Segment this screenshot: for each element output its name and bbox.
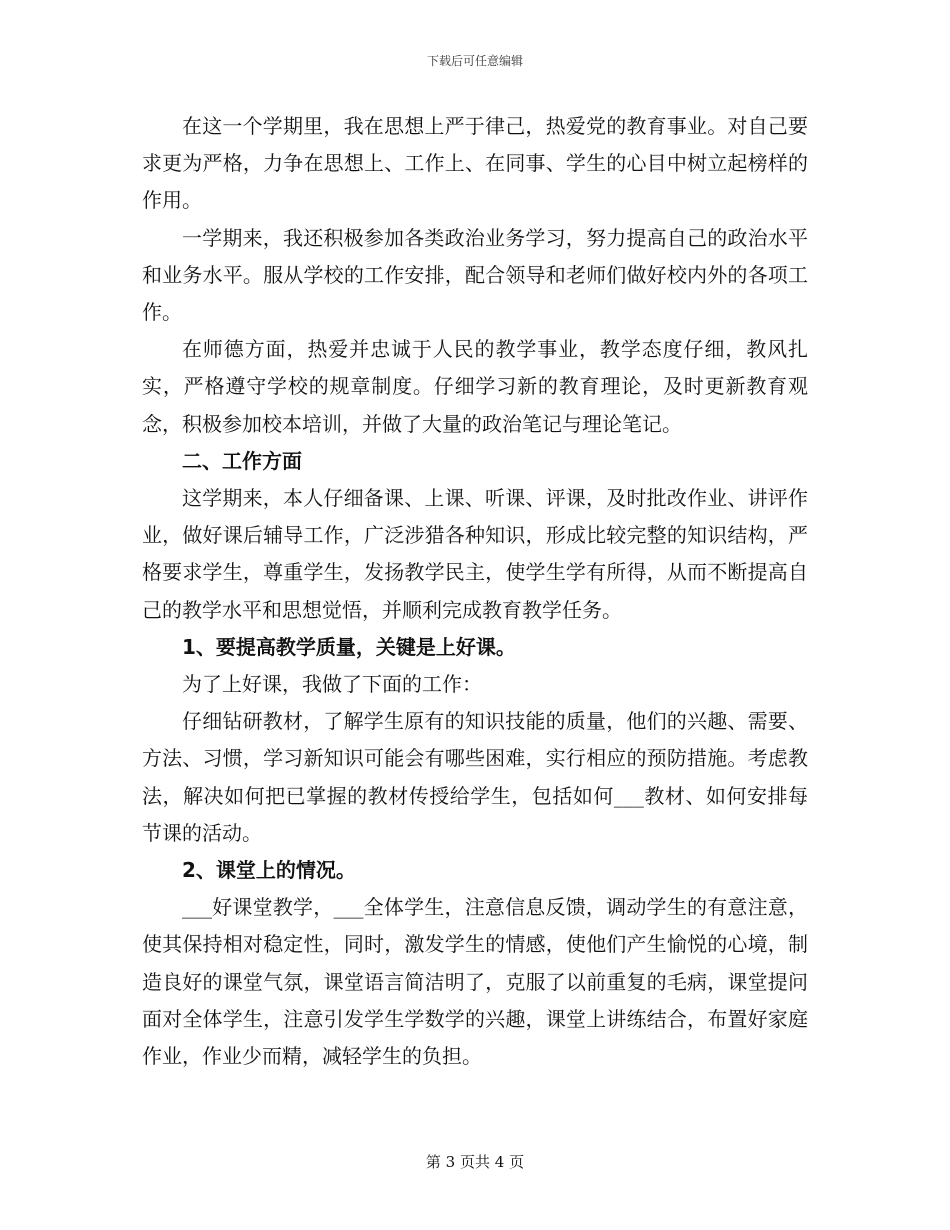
- document-body: [142, 108, 808, 1075]
- paragraph-political-study: 一学期来，我还积极参加各类政治业务学习，努力提高自己的政治水平和业务水平。服从学校的工作安排，配合领导和老师们做好校内外的各项工作。: [142, 225, 808, 325]
- section-heading-work: 二、工作方面: [182, 448, 302, 473]
- paragraph-teacher-ethics: 在师德方面，热爱并忠诚于人民的教学事业，教学态度仔细，教风扎实，严格遵守学校的规章制度。仔细学习新的教育理论，及时更新教育观念，积极参加校本培训，并做了大量的政治笔记与理论笔记。: [142, 337, 808, 436]
- paragraph-classroom-situation: ___好课堂教学，___全体学生，注意信息反馈，调动学生的有意注意，使其保持相对稳定性，同时，激发学生的情感，使他们产生愉悦的心境，制造良好的课堂气氛，课堂语言简洁明了，克服了以前重复的毛病，课堂提问面对全体学生，注意引发学生学数学的兴趣，课堂上讲练结合，布置好家庭作业，作业少而精，减轻学生的负担。: [142, 895, 808, 1069]
- paragraph-work-summary: 这学期来，本人仔细备课、上课、听课、评课，及时批改作业、讲评作业，做好课后辅导工作，广泛涉猎各种知识，形成比较完整的知识结构，严格要求学生，尊重学生，发扬教学民主，使学生学有所得，从而不断提高自己的教学水平和思想觉悟，并顺利完成教育教学任务。: [142, 486, 808, 622]
- paragraph-preparation-intro: 为了上好课，我做了下面的工作：: [182, 672, 482, 697]
- subheading-teaching-quality: 1、要提高教学质量，关键是上好课。: [182, 634, 516, 659]
- page-header: 下载后可任意编辑: [426, 54, 523, 68]
- subheading-classroom: 2、课堂上的情况。: [182, 858, 356, 883]
- paragraph-study-materials: 仔细钻研教材，了解学生原有的知识技能的质量，他们的兴趣、需要、方法、习惯，学习新知识可能会有哪些困难，实行相应的预防措施。考虑教法，解决如何把已掌握的教材传授给学生，包括如何___教材、如何安排每节课的活动。: [142, 709, 808, 845]
- paragraph-ideology: 在这一个学期里，我在思想上严于律己，热爱党的教育事业。对自己要求更为严格，力争在思想上、工作上、在同事、学生的心目中树立起榜样的作用。: [142, 114, 808, 213]
- page-footer: 第 3 页共 4 页: [425, 1153, 525, 1171]
